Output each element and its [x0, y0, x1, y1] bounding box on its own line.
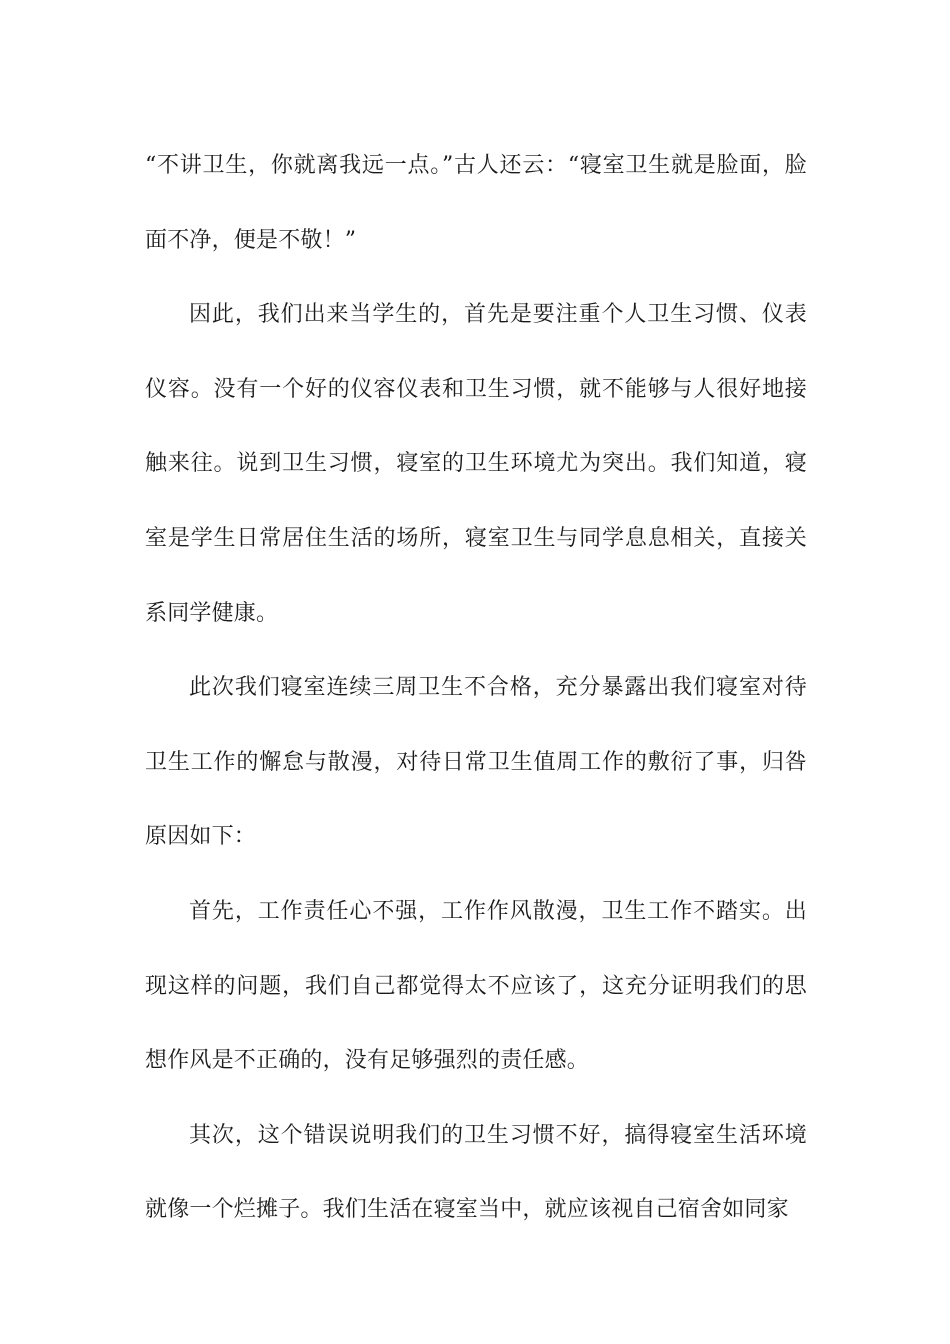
document-body: [145, 129, 807, 1248]
paragraph-4: 首先，工作责任心不强，工作作风散漫，卫生工作不踏实。出现这样的问题，我们自己都觉得太不应该了，这充分证明我们的思想作风是不正确的，没有足够强烈的责任感。: [145, 898, 807, 1074]
paragraph-1: “不讲卫生，你就离我远一点。”古人还云：“寝室卫生就是脸面，脸面不净，便是不敬！”: [145, 153, 807, 253]
paragraph-2: 因此，我们出来当学生的，首先是要注重个人卫生习惯、仪表仪容。没有一个好的仪容仪表和卫生习惯，就不能够与人很好地接触来往。说到卫生习惯，寝室的卫生环境尤为突出。我们知道，寝室是学生日常居住生活的场所，寝室卫生与同学息息相关，直接关系同学健康。: [145, 302, 807, 626]
paragraph-5: 其次，这个错误说明我们的卫生习惯不好，搞得寝室生活环境就像一个烂摊子。我们生活在寝室当中，就应该视自己宿舍如同家: [145, 1122, 807, 1223]
paragraph-3: 此次我们寝室连续三周卫生不合格，充分暴露出我们寝室对待卫生工作的懈怠与散漫，对待日常卫生值周工作的敷衍了事，归咎原因如下：: [145, 675, 807, 850]
